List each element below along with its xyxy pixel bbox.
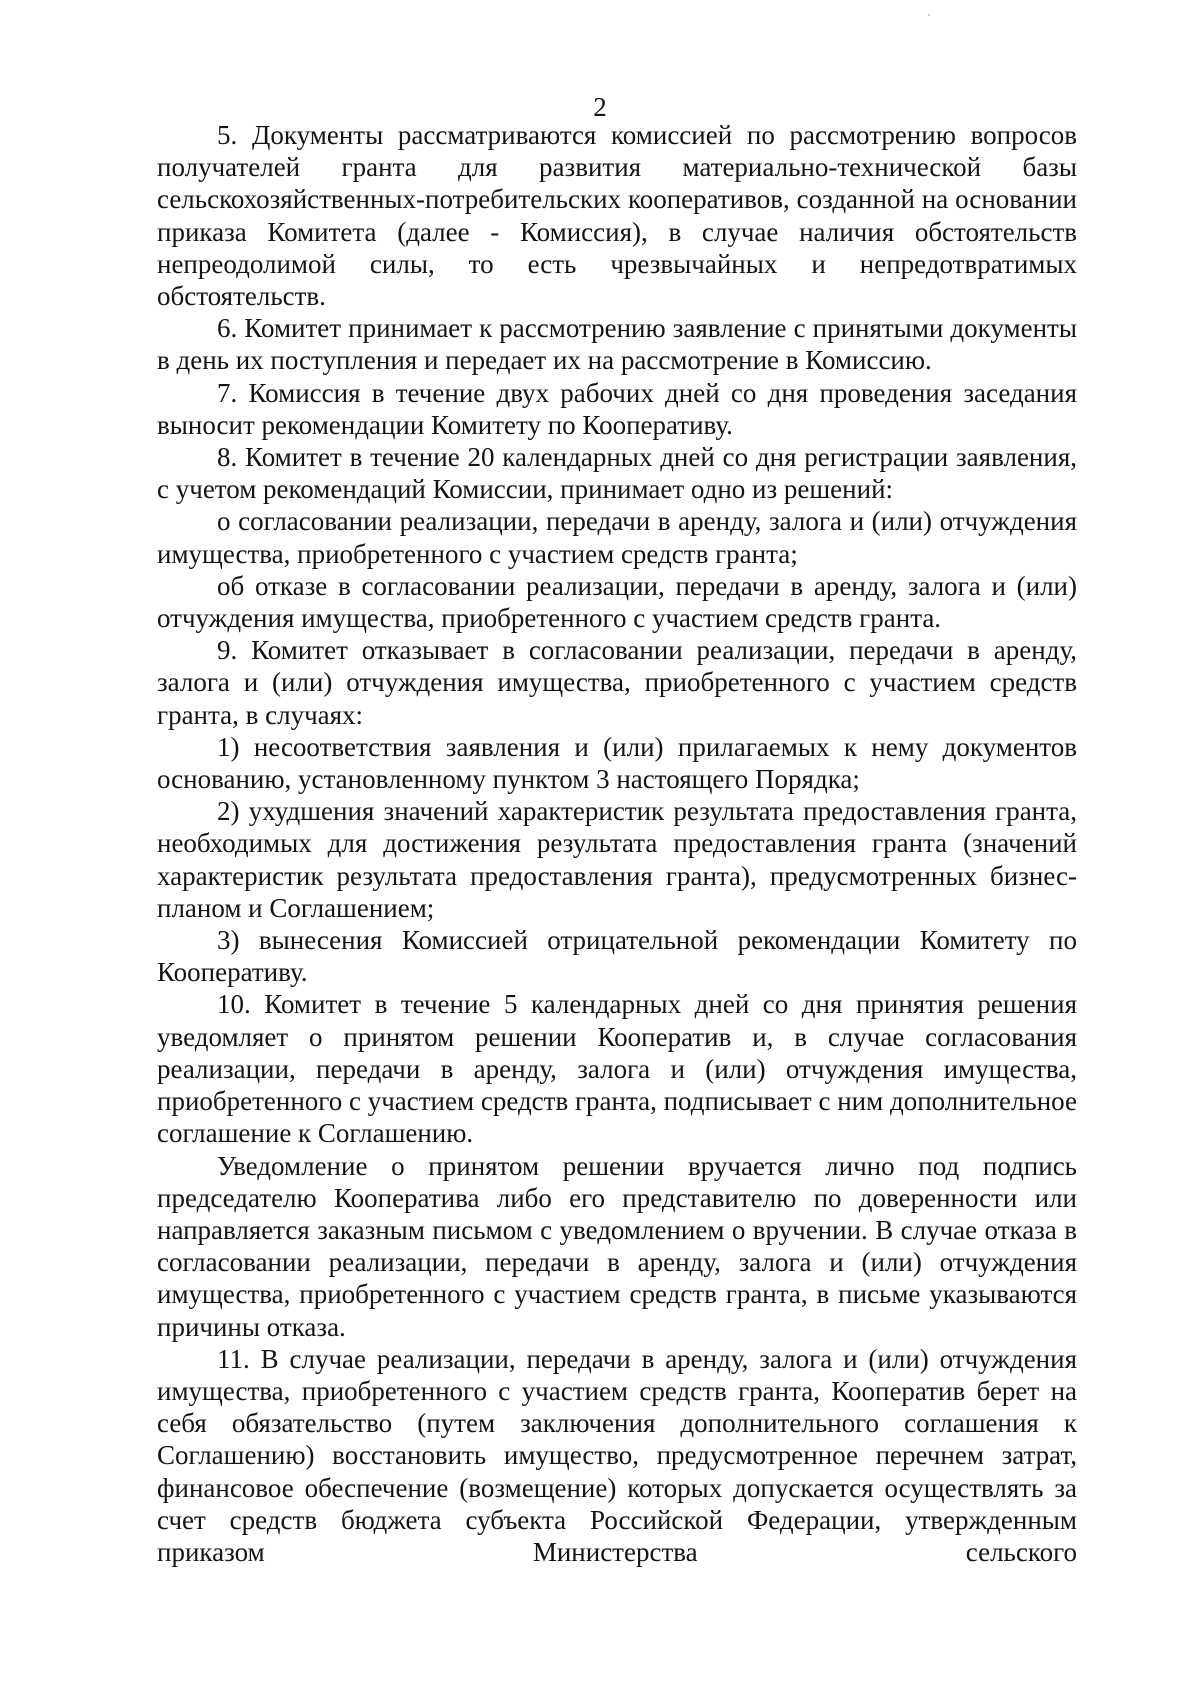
paragraph-8: 8. Комитет в течение 20 календарных дней со дня регистрации заявления, с учетом рекомендаций Комиссии, принимает одно из решений: [157, 442, 1077, 505]
paragraph-9-item-3: 3) вынесения Комиссией отрицательной рекомендации Комитету по Кооперативу. [157, 925, 1077, 988]
paragraph-11: 11. В случае реализации, передачи в аренду, залога и (или) отчуждения имущества, приобретенного с участием средств гранта, Кооператив берет на себя обязательство (путем заключения дополнительного соглашения к Соглашению) восстановить имущество, предусмотренное перечнем затрат, финансовое обеспечение (возмещение) которых допускается осуществлять за счет средств бюджета субъекта Российской Федерации, утвержденным приказом Министерства сельского [157, 1343, 1077, 1567]
paragraph-9-item-1: 1) несоответствия заявления и (или) прилагаемых к нему документов основанию, установленному пунктом 3 настоящего Порядка; [157, 731, 1077, 795]
paragraph-10: 10. Комитет в течение 5 календарных дней со дня принятия решения уведомляет о принятом решении Кооператив и, в случае согласования реализации, передачи в аренду, залога и (или) отчуждения имущества, приобретенного с участием средств гранта, подписывает с ним дополнительное соглашение к Соглашению. [157, 989, 1077, 1149]
page-number: 2 [593, 92, 607, 122]
paragraph-10-notification: Уведомление о принятом решении вручается лично под подпись председателю Кооператива либо его представителю по доверенности или направляется заказным письмом с уведомлением о вручении. В случае отказа в согласовании реализации, передачи в аренду, залога и (или) отчуждения имущества, приобретенного с участием средств гранта, в письме указываются причины отказа. [157, 1150, 1077, 1342]
paragraph-7: 7. Комиссия в течение двух рабочих дней со дня проведения заседания выносит рекомендации Комитету по Кооперативу. [157, 377, 1077, 440]
paragraph-5: 5. Документы рассматриваются комиссией по рассмотрению вопросов получателей гранта для развития материально-технической базы сельскохозяйственных-потребительских кооперативов, созданной на основании приказа Комитета (далее - Комиссия), в случае наличия обстоятельств непреодолимой силы, то есть чрезвычайных и непредотвратимых обстоятельств. [157, 120, 1077, 312]
paragraph-8-option-refuse: об отказе в согласовании реализации, передачи в аренду, залога и (или) отчуждения имущества, приобретенного с участием средств гранта. [157, 570, 1077, 634]
paragraph-8-option-approve: о согласовании реализации, передачи в аренду, залога и (или) отчуждения имущества, приобретенного с участием средств гранта; [157, 506, 1077, 569]
document-body [157, 119, 1077, 1568]
paragraph-9: 9. Комитет отказывает в согласовании реализации, передачи в аренду, залога и (или) отчуждения имущества, приобретенного с участием средств гранта, в случаях: [157, 635, 1077, 730]
paragraph-6: 6. Комитет принимает к рассмотрению заявление с принятыми документы в день их поступления и передает их на рассмотрение в Комиссию. [157, 313, 1077, 376]
scan-speck [928, 14, 930, 16]
paragraph-9-item-2: 2) ухудшения значений характеристик результата предоставления гранта, необходимых для достижения результата предоставления гранта (значений характеристик результата предоставления гранта), предусмотренных бизнес-планом и Соглашением; [157, 796, 1077, 923]
